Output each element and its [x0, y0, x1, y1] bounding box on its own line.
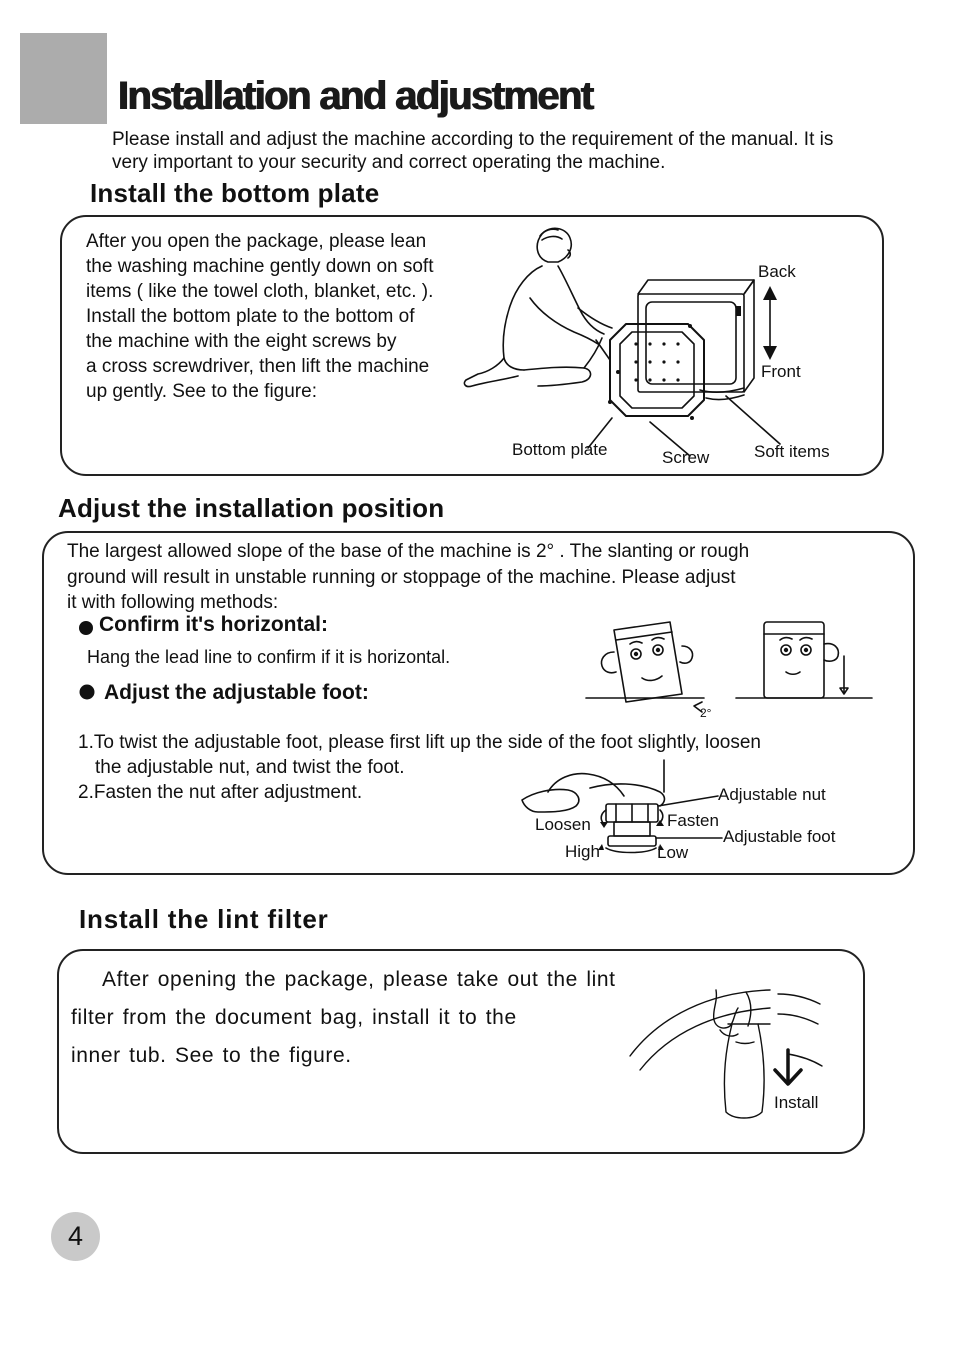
label-adjustable-nut: Adjustable nut	[718, 785, 826, 804]
heading-bottom-plate: Install the bottom plate	[90, 178, 380, 208]
intro-line: very important to your security and correct operating the machine.	[112, 152, 666, 173]
label-back: Back	[758, 262, 796, 281]
bottom-plate-line: After you open the package, please lean	[86, 231, 427, 252]
label-high: High	[565, 842, 600, 861]
header-gray-block	[20, 33, 107, 124]
bullet-dot-icon	[79, 684, 95, 700]
label-front: Front	[761, 362, 801, 381]
bottom-plate-line: the machine with the eight screws by	[86, 331, 397, 352]
bullet-adjust-foot: Adjust the adjustable foot:	[104, 681, 369, 704]
adjust-intro	[67, 539, 749, 616]
adjust-intro-line: it with following methods:	[67, 592, 279, 613]
lint-filter-line: inner tub. See to the figure.	[71, 1044, 352, 1067]
heading-adjust-position: Adjust the installation position	[58, 493, 445, 523]
label-screw: Screw	[662, 448, 710, 467]
bottom-plate-text	[86, 229, 434, 404]
back-front-arrow	[760, 284, 780, 362]
slope-label: 2°	[700, 706, 712, 720]
bottom-plate-line: a cross screwdriver, then lift the machine	[86, 356, 430, 377]
level-check-illustration	[586, 614, 876, 714]
label-soft-items: Soft items	[754, 442, 830, 461]
adjust-step-line: 1.To twist the adjustable foot, please first lift up the side of the foot slightly, loosen	[78, 732, 761, 753]
bullet-dot-icon	[78, 620, 94, 636]
lint-filter-text	[71, 961, 616, 1075]
confirm-horizontal-text: Hang the lead line to confirm if it is horizontal.	[87, 647, 451, 667]
bottom-plate-line: items ( like the towel cloth, blanket, etc. ).	[86, 281, 434, 302]
page-title: Installation and adjustment	[118, 74, 593, 118]
bottom-plate-line: Install the bottom plate to the bottom of	[86, 306, 415, 327]
bottom-plate-illustration	[460, 222, 760, 442]
heading-lint-filter: Install the lint filter	[79, 904, 329, 934]
adjust-step-line: 2.Fasten the nut after adjustment.	[78, 782, 363, 803]
label-adjustable-foot: Adjustable foot	[723, 827, 836, 846]
label-install: Install	[774, 1093, 819, 1112]
intro-paragraph	[112, 128, 912, 174]
page-number: 4	[51, 1212, 100, 1261]
label-fasten: Fasten	[667, 811, 719, 830]
adjust-intro-line: ground will result in unstable running or stoppage of the machine. Please adjust	[67, 566, 736, 588]
label-bottom-plate: Bottom plate	[512, 440, 608, 459]
adjust-step-line: the adjustable nut, and twist the foot.	[95, 757, 405, 778]
intro-line: Please install and adjust the machine according to the requirement of the manual. It is	[112, 129, 834, 150]
lint-filter-line: After opening the package, please take out the lint	[102, 968, 616, 991]
bottom-plate-line: up gently. See to the figure:	[86, 381, 317, 402]
label-low: Low	[657, 843, 689, 862]
label-loosen: Loosen	[535, 815, 591, 834]
adjustable-foot-illustration	[518, 758, 728, 858]
lint-filter-line: filter from the document bag, install it to the	[71, 1006, 517, 1029]
bottom-plate-line: the washing machine gently down on soft	[86, 256, 434, 277]
bullet-confirm-horizontal: Confirm it's horizontal:	[99, 613, 328, 636]
adjust-intro-line: The largest allowed slope of the base of the machine is 2° . The slanting or rough	[67, 541, 750, 562]
